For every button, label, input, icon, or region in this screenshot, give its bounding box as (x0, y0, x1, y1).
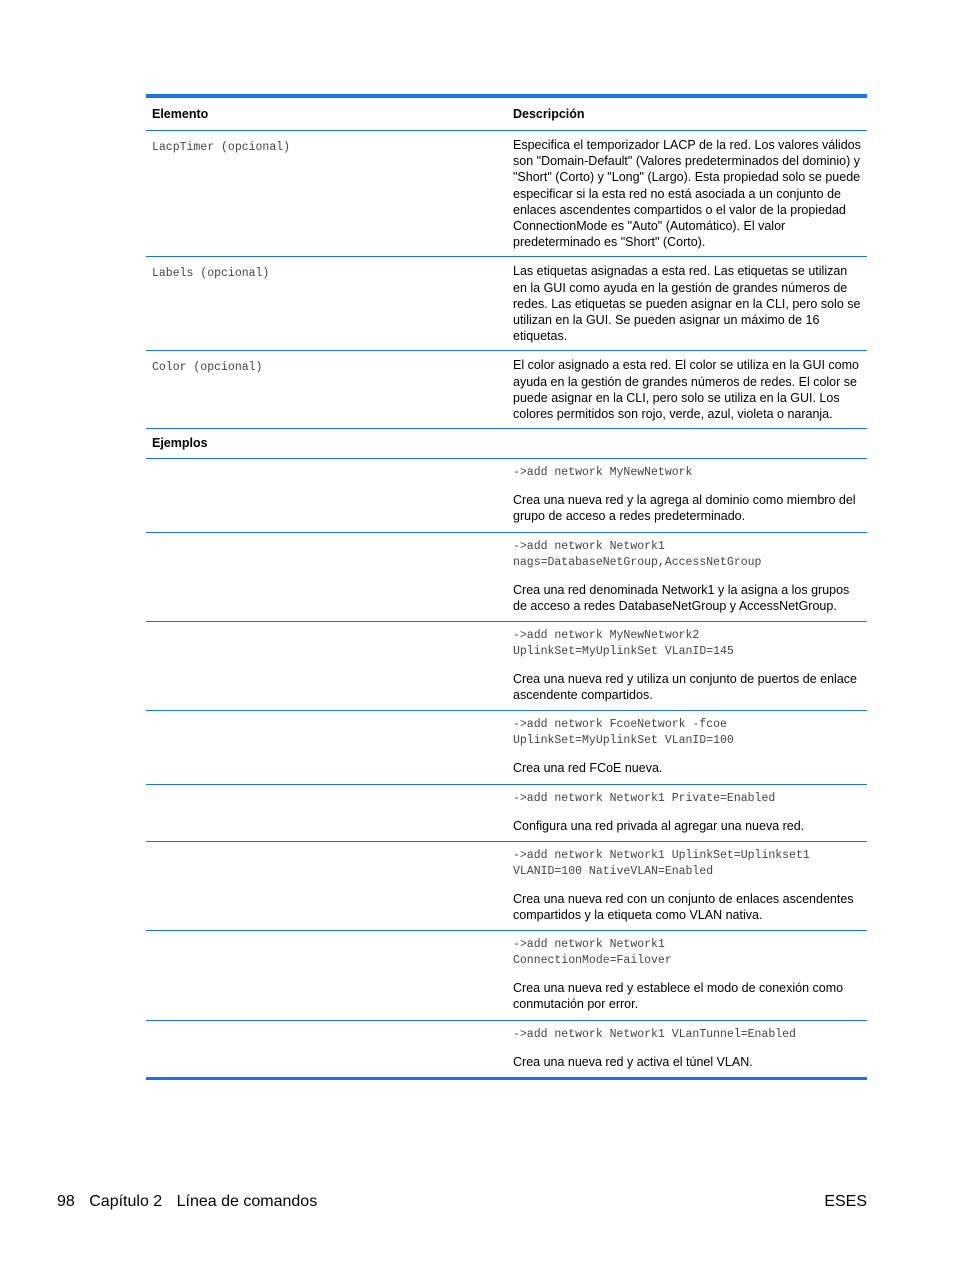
chapter-title: Línea de comandos (176, 1193, 318, 1210)
example-description: Crea una red denominada Network1 y la asigna a los grupos de acceso a redes DatabaseNetGroup y AccessNetGroup. (513, 582, 850, 613)
examples-heading: Ejemplos (152, 436, 208, 451)
example-row (146, 622, 867, 711)
page-footer-left (57, 1192, 327, 1212)
example-row (146, 842, 867, 931)
row-element: LacpTimer (opcional) (152, 141, 291, 154)
row-element: Color (opcional) (152, 361, 263, 375)
example-command: ->add network Network1 ConnectionMode=Failover (513, 938, 672, 968)
header-description: Descripción (513, 107, 585, 121)
example-command: ->add network MyNewNetwork2 UplinkSet=MyUplinkSet VLanID=145 (513, 629, 734, 659)
example-description: Crea una red FCoE nueva. (513, 761, 663, 776)
page-footer-right: ESES (824, 1193, 867, 1210)
example-command: ->add network MyNewNetwork (513, 466, 693, 480)
example-command: ->add network FcoeNetwork -fcoe UplinkSet=MyUplinkSet VLanID=100 (513, 718, 734, 748)
row-element: Labels (opcional) (152, 267, 270, 281)
example-description: Crea una nueva red y la agrega al dominio como miembro del grupo de acceso a redes predeterminado. (513, 493, 856, 524)
header-element: Elemento (152, 107, 209, 121)
example-command: ->add network Network1 VLanTunnel=Enabled (513, 1027, 796, 1041)
example-command: ->add network Network1 UplinkSet=Uplinkset1 VLANID=100 NativeVLAN=Enabled (513, 848, 810, 878)
example-command: ->add network Network1 nags=DatabaseNetGroup,AccessNetGroup (513, 539, 762, 569)
row-description: Especifica el temporizador LACP de la red. Los valores válidos son "Domain-Default" (Valores predeterminados del dominio) y "Short" (Corto) y "Long" (Largo). Esta propiedad solo se puede especificar si la esta red no está asociada a un conjunto de enlaces ascendentes compartidos o el valor de la propiedad ConnectionMode es "Auto" (Automático). El valor predeterminado es "Short" (Corto). (513, 138, 861, 250)
table-row (146, 131, 867, 257)
chapter-label: Capítulo 2 (89, 1193, 163, 1210)
example-description: Crea una nueva red con un conjunto de enlaces ascendentes compartidos y la etiqueta como VLAN nativa. (513, 891, 854, 923)
example-command: ->add network Network1 Private=Enabled (513, 791, 776, 805)
example-description: Crea una nueva red y utiliza un conjunto de puertos de enlace ascendente compartidos. (513, 672, 857, 703)
example-row (146, 1021, 867, 1077)
example-description: Crea una nueva red y activa el túnel VLAN. (513, 1054, 753, 1069)
row-description: Las etiquetas asignadas a esta red. Las etiquetas se utilizan en la GUI como ayuda en la gestión de grandes números de redes. Las etiquetas se pueden asignar en la CLI, pero solo se utilizan en la GUI. Se pueden asignar un máximo de 16 etiquetas. (513, 264, 861, 344)
row-description: El color asignado a esta red. El color se utiliza en la GUI como ayuda en la gestión de grandes números de redes. El color se puede asignar en la CLI, pero solo se utiliza en la GUI. Los colores permitidos son rojo, verde, azul, violeta o naranja. (513, 358, 860, 422)
example-row (146, 711, 867, 784)
examples-section-row (146, 429, 867, 459)
example-row (146, 931, 867, 1020)
reference-table (146, 94, 867, 1080)
table-row (146, 257, 867, 351)
example-description: Crea una nueva red y establece el modo de conexión como conmutación por error. (513, 981, 844, 1012)
example-row (146, 785, 867, 842)
example-description: Configura una red privada al agregar una nueva red. (513, 818, 805, 833)
table-header-row (146, 98, 867, 131)
page-number: 98 (57, 1193, 75, 1210)
example-row (146, 459, 867, 532)
table-row (146, 351, 867, 429)
example-row (146, 533, 867, 622)
